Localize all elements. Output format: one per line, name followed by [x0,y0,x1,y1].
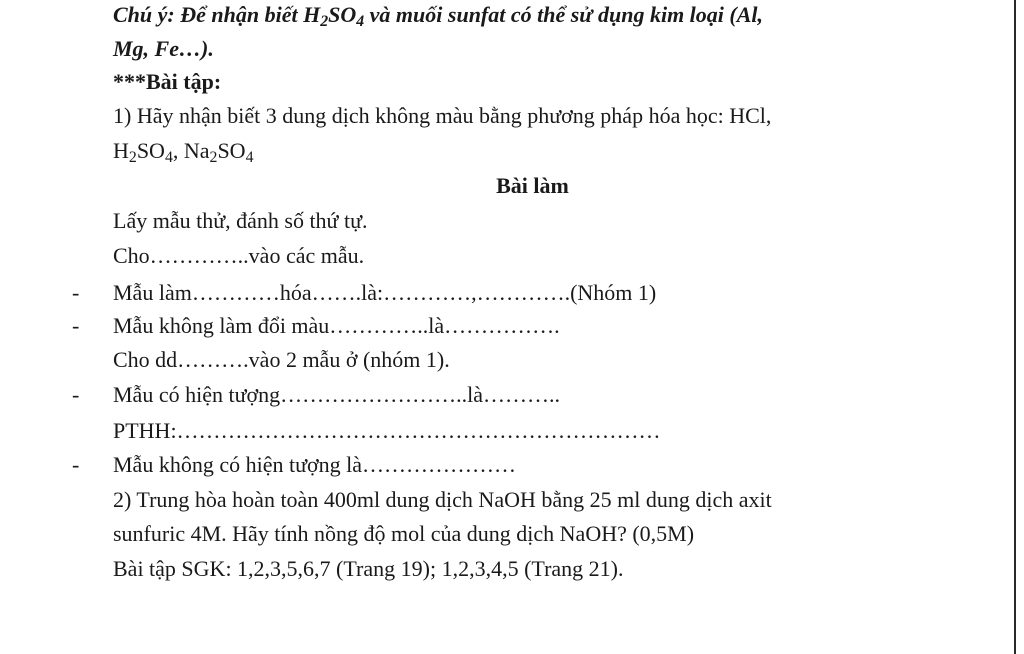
work-line-4: Mẫu không làm đổi màu…………..là……………. [113,313,560,338]
exercise-heading: ***Bài tập: [113,69,222,94]
work-line-6: Mẫu có hiện tượng……………………..là……….. [113,382,561,407]
bullet-dash: - [72,313,80,338]
work-line-3: Mẫu làm…………hóa…….là:…………,………….(Nhóm 1) [113,280,657,305]
problem-2-line-1: 2) Trung hòa hoàn toàn 400ml dung dịch NaOH bằng 25 ml dung dịch axit [113,487,772,512]
bullet-dash: - [72,280,80,305]
bullet-dash: - [72,452,80,477]
problem-1-line-2: $H_2SO_4$, $Na_2SO_4$ [113,138,254,166]
work-line-5: Cho dd……….vào 2 mẫu ở (nhóm 1). [113,347,450,372]
work-heading: Bài làm [496,173,569,198]
bullet-dash: - [72,382,80,407]
work-line-8: Mẫu không có hiện tượng là………………… [113,452,517,477]
work-line-2: Cho…………..vào các mẫu. [113,243,365,268]
work-line-1: Lấy mẫu thử, đánh số thứ tự. [113,208,368,233]
work-line-7: PTHH:………………………………………………………… [113,418,661,443]
textbook-exercises: Bài tập SGK: 1,2,3,5,6,7 (Trang 19); 1,2,3,4,5 (Trang 21). [113,556,624,581]
note-line-1: Chú ý: Để nhận biết $H_2SO_4$ và muối sunfat có thể sử dụng kim loại (Al, [113,2,764,30]
problem-1-line-1: 1) Hãy nhận biết 3 dung dịch không màu bằng phương pháp hóa học: HCl, [113,103,772,128]
note-line-2: Mg, Fe…). [113,36,214,61]
problem-2-line-2: sunfuric 4M. Hãy tính nồng độ mol của dung dịch NaOH? (0,5M) [113,521,695,546]
page-border [1014,0,1016,654]
